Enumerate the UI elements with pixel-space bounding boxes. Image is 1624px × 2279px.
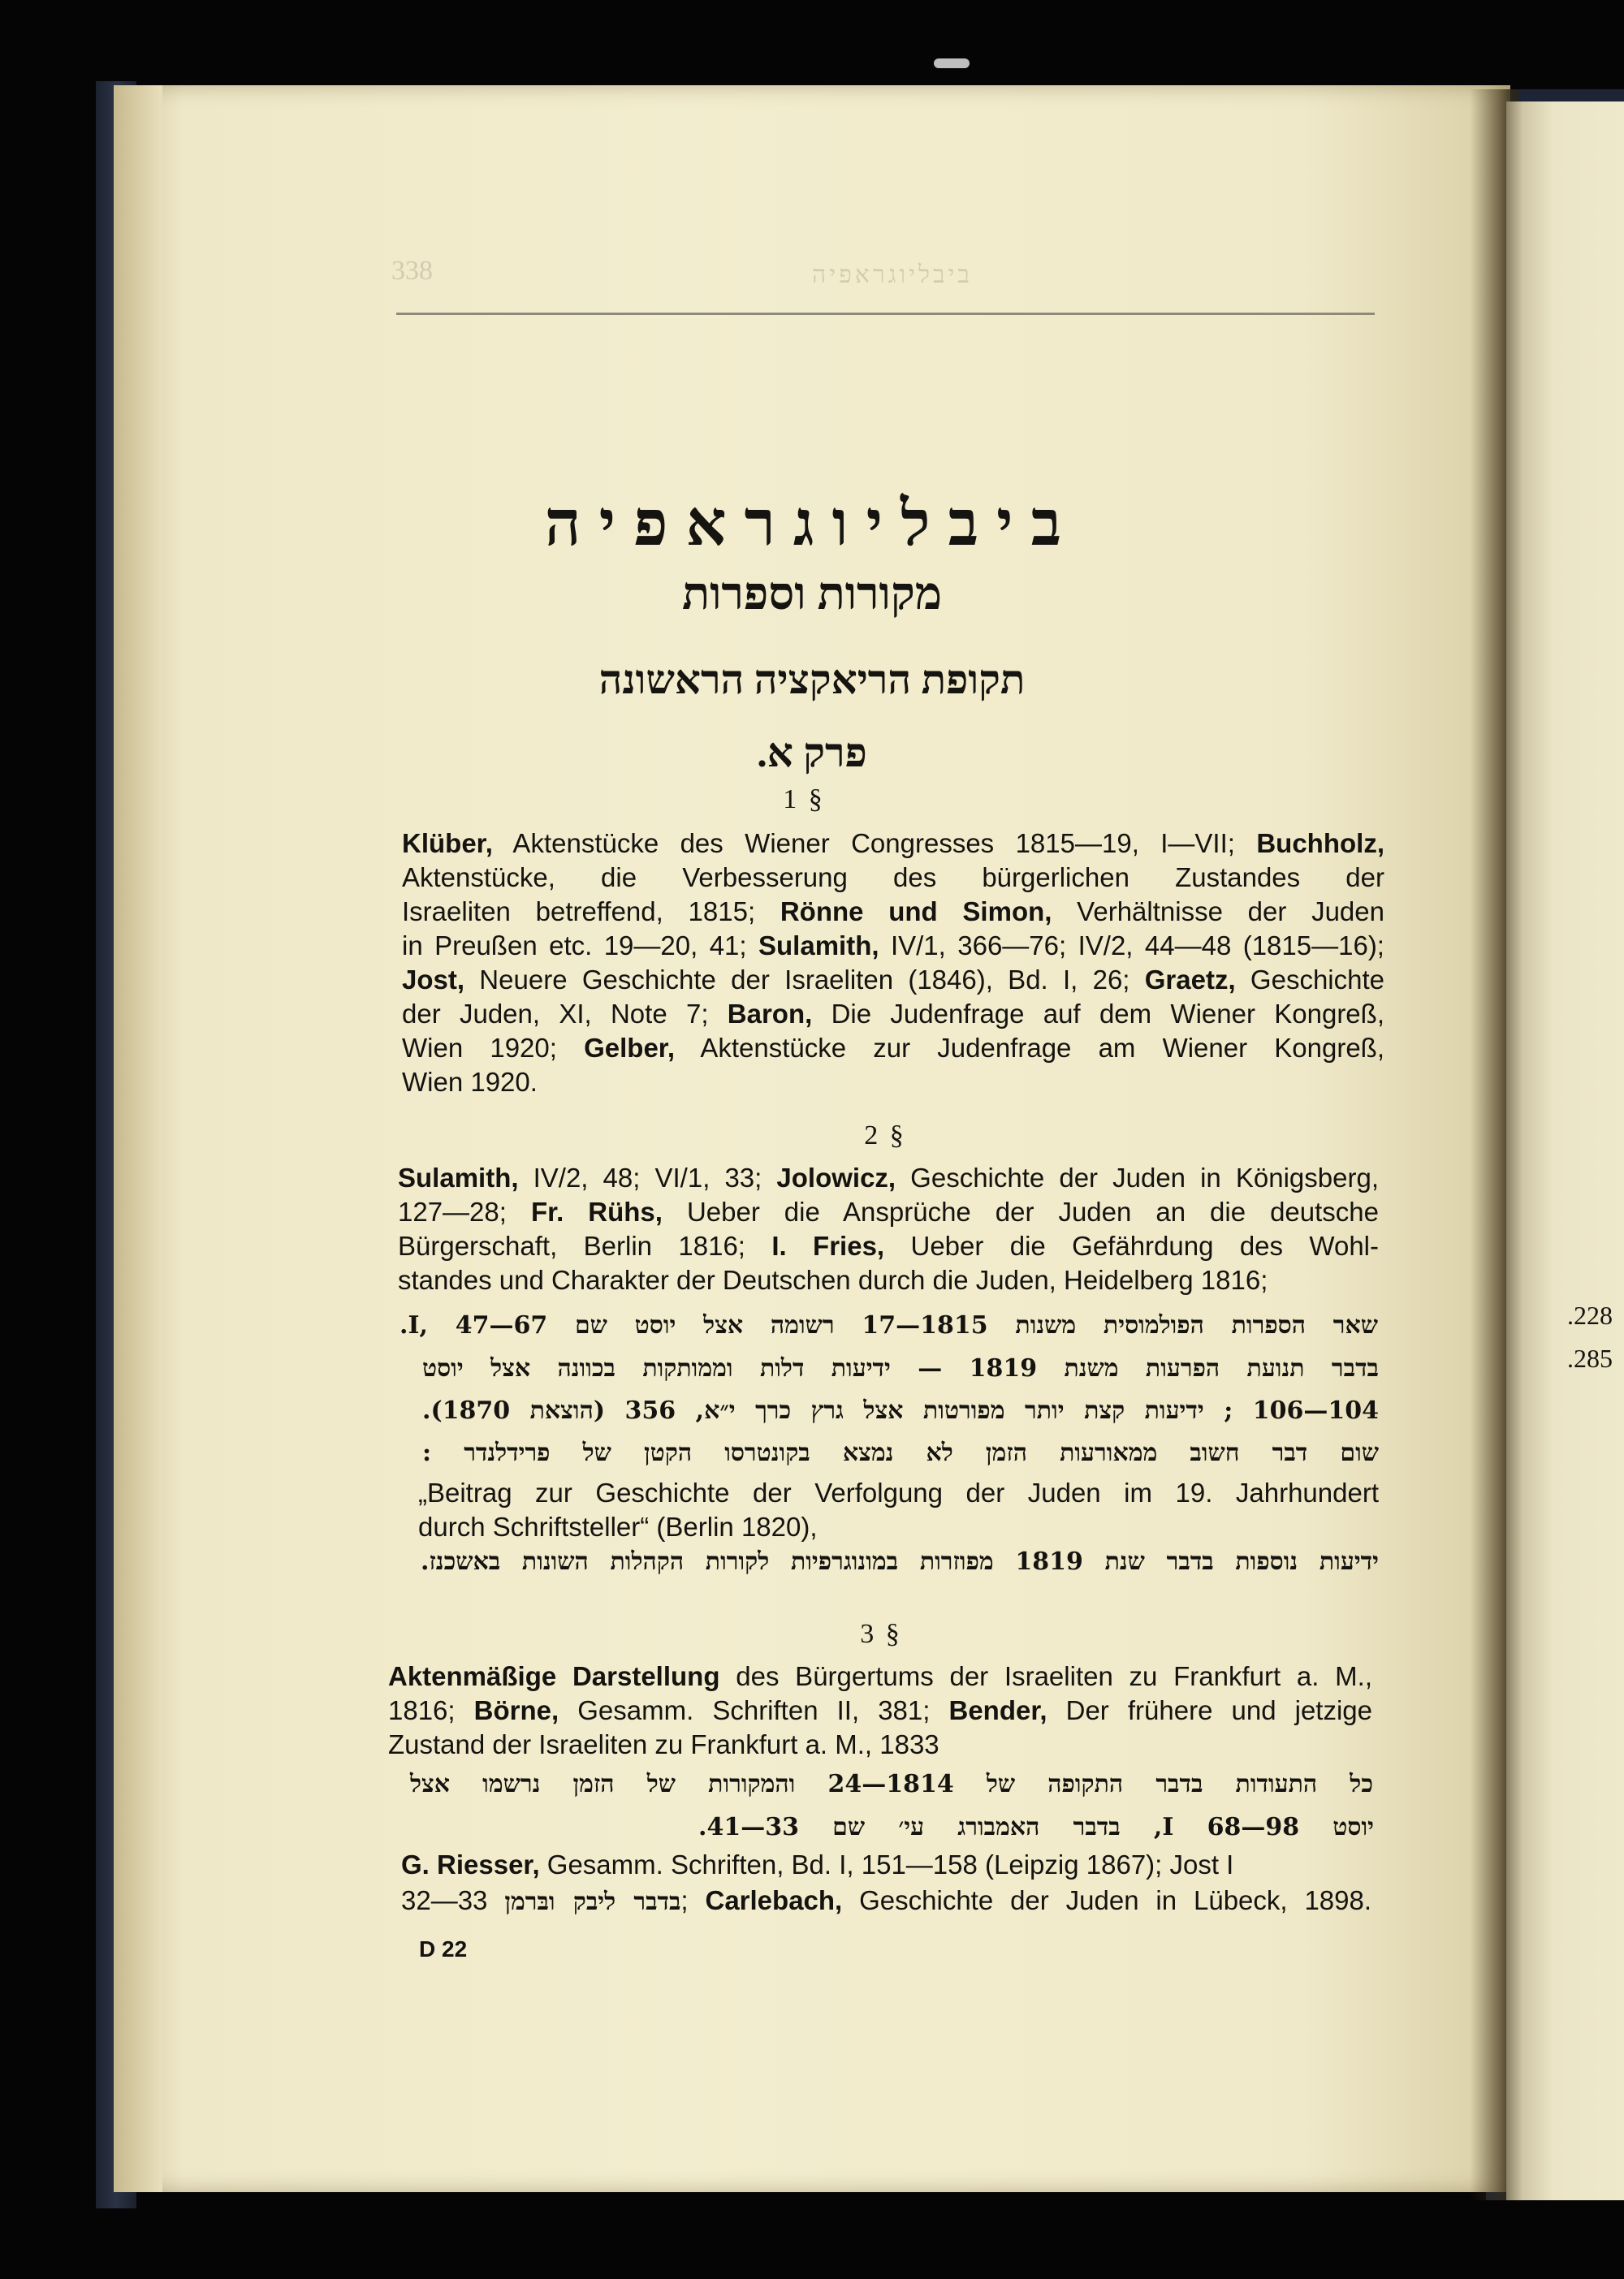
hebrew-line: שום דבר חשוב ממאורעות הזמן לא נמצא בקונטרסו הקטן של פרידלנדר : <box>422 1439 1379 1467</box>
author-name: Buchholz, <box>1256 828 1384 858</box>
citation-text: Die Judenfrage auf dem Wiener Kongreß, <box>812 999 1384 1029</box>
citation-text: Der frühere und jetzige <box>1047 1695 1373 1725</box>
citation-text: durch Schriftsteller“ (Berlin 1820), <box>418 1512 818 1542</box>
author-name: Carlebach, <box>705 1885 843 1915</box>
text-line <box>402 1031 1384 1065</box>
citation-text: Israeliten betreffend, 1815; <box>402 896 780 926</box>
citation: Geschichte der Juden in Lübeck, 1898. <box>842 1885 1372 1915</box>
citation-text: Bürgerschaft, Berlin 1816; <box>398 1231 772 1261</box>
facing-page-text: .228 <box>1567 1301 1613 1330</box>
facing-page-text: .285 <box>1567 1344 1613 1373</box>
section-3-text <box>388 1660 1372 1762</box>
author-name: Klüber, <box>402 828 493 858</box>
citation-text: Gesamm. Schriften, Bd. I, 151—158 (Leipzig 1867); Jost I <box>539 1850 1234 1880</box>
ghost-running-head: ביבליוגראפיה <box>812 261 973 288</box>
citation-text: Wien 1920; <box>402 1033 585 1063</box>
text-line <box>402 929 1384 963</box>
citation-text: Wien 1920. <box>402 1067 538 1097</box>
page-tab-mark <box>934 58 970 68</box>
section-3-last-line <box>401 1884 1371 1919</box>
author-name: Baron, <box>727 999 813 1029</box>
hebrew-line: יוסט I 68—98, בדבר האמבורג עי׳ שם 33—41. <box>698 1813 1375 1841</box>
citation-text: in Preußen etc. 19—20, 41; <box>402 930 758 960</box>
text-line <box>402 895 1384 929</box>
citation-text: standes und Charakter der Deutschen durch die Juden, Heidelberg 1816; <box>398 1265 1268 1295</box>
text-line <box>388 1660 1372 1694</box>
author-name: Gelber, <box>584 1033 675 1063</box>
hebrew-line: כל התעודות בדבר התקופה של 1814—24 והמקורות של הזמן נרשמו אצל <box>410 1770 1374 1798</box>
text-line <box>402 861 1384 895</box>
page-range: 32—33 <box>401 1885 488 1915</box>
text-line <box>402 963 1384 997</box>
hebrew-line: 104—106 ; ידיעות קצת יותר מפורטות אצל גרץ כרך י״א, 356 (הוצאת 1870). <box>422 1396 1380 1425</box>
ghost-page-number: 338 <box>391 256 433 286</box>
text-line <box>398 1229 1379 1263</box>
text-line <box>402 827 1384 861</box>
section-2-text <box>398 1161 1379 1297</box>
text-line <box>402 997 1384 1031</box>
author-name: Graetz, <box>1144 965 1236 995</box>
text-line <box>388 1694 1372 1728</box>
text-line <box>401 1848 1371 1882</box>
text-line <box>398 1161 1379 1195</box>
hebrew-inline: בדבר ליבק ובּרמן <box>504 1888 681 1916</box>
citation-text: Ueber die Gefährdung des Wohl- <box>884 1231 1379 1261</box>
citation-text: Aktenstücke des Wiener Congresses 1815—19, I—VII; <box>492 828 1257 858</box>
text-line <box>398 1263 1379 1297</box>
citation-text: Verhältnisse der Juden <box>1052 896 1384 926</box>
author-name: Aktenmäßige Darstellung <box>388 1661 720 1691</box>
citation-text: Aktenstücke, die Verbesserung des bürgerlichen Zustandes der <box>402 862 1384 892</box>
section-number: 3 § <box>860 1619 902 1649</box>
citation-text: Geschichte der Juden in Königsberg, <box>896 1163 1379 1193</box>
hebrew-line: בדבר תנועת הפרעות משנת 1819 — ידיעות דלות וממותקות בכוונה אצל יוסט <box>422 1354 1379 1383</box>
citation-text: Geschichte <box>1235 965 1385 995</box>
section-1-text <box>402 827 1384 1099</box>
citation-text: Gesamm. Schriften II, 381; <box>559 1695 949 1725</box>
citation-text: Neuere Geschichte der Israeliten (1846), Bd. I, 26; <box>464 965 1145 995</box>
author-name: Jost, <box>402 965 465 995</box>
hebrew-line: שאר הספרות הפולמוסית משנות 1815—17 רשומה אצל יוסט שם I, 47—67. <box>400 1311 1378 1340</box>
author-name: Rönne und Simon, <box>780 896 1052 926</box>
text-line <box>398 1195 1379 1229</box>
citation-text: 1816; <box>388 1695 474 1725</box>
citation-text: des Bürgertums der Israeliten zu Frankfurt a. M., <box>719 1661 1372 1691</box>
author-name: Bender, <box>948 1695 1047 1725</box>
citation-text: Ueber die Ansprüche der Juden an die deutsche <box>662 1197 1380 1227</box>
author-name: Fr. Rühs, <box>530 1197 663 1227</box>
author-name: Sulamith, <box>758 930 879 960</box>
citation-text: Zustand der Israeliten zu Frankfurt a. M., 1833 <box>388 1729 939 1759</box>
text-line <box>402 1065 1384 1099</box>
text-line <box>418 1476 1379 1510</box>
citation-text: „Beitrag zur Geschichte der Verfolgung der Juden im 19. Jahrhundert <box>418 1478 1379 1508</box>
printer-signature: D 22 <box>419 1936 468 1962</box>
page-title: ביבליוגראפיה <box>544 488 1080 559</box>
citation-text: der Juden, XI, Note 7; <box>402 999 728 1029</box>
author-name: Sulamith, <box>398 1163 519 1193</box>
author-name: I. Fries, <box>771 1231 885 1261</box>
citation-text: 127—28; <box>398 1197 531 1227</box>
text-line <box>418 1510 1379 1544</box>
page-subtitle: מקורות וספרות <box>681 569 943 619</box>
author-name: G. Riesser, <box>401 1850 540 1880</box>
author-name: Börne, <box>473 1695 559 1725</box>
period-heading: תקופת הריאקציה הראשונה <box>598 657 1026 702</box>
author-name: Jolowicz, <box>776 1163 896 1193</box>
citation-text: IV/2, 48; VI/1, 33; <box>518 1163 777 1193</box>
section-2-text-cont <box>418 1476 1379 1544</box>
text-line <box>388 1728 1372 1762</box>
citation-text: IV/1, 366—76; IV/2, 44—48 (1815—16); <box>879 930 1384 960</box>
header-rule <box>396 313 1375 315</box>
separator: ; <box>680 1885 689 1915</box>
chapter-heading: פרק א. <box>757 730 867 775</box>
section-number: 2 § <box>864 1120 906 1150</box>
section-number: 1 § <box>783 784 825 814</box>
citation-text: Aktenstücke zur Judenfrage am Wiener Kongreß, <box>675 1033 1385 1063</box>
hebrew-line: ידיעות נוספות בדבר שנת 1819 מפוזרות במונוגרפיות לקורות הקהלות השונות באשכנז. <box>421 1547 1379 1576</box>
section-3-text-cont <box>401 1848 1371 1882</box>
